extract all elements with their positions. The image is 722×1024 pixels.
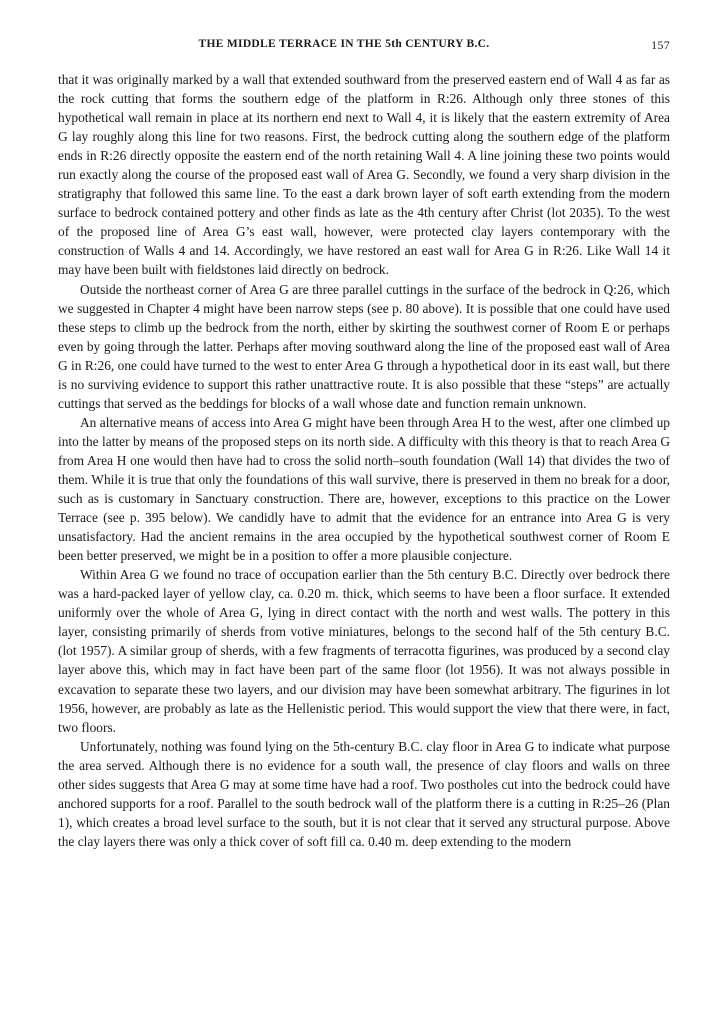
paragraph-2: Outside the northeast corner of Area G are three parallel cuttings in the surface of the bedrock in Q:26, which we suggested in Chapter 4 might have been narrow steps (see p. 80 above). It is possible that one could have used these steps to climb up the bedrock from the north, either by skirting the southwest corner of Room E or perhaps even by going through the latter. Perhaps after moving southward along the line of the proposed east wall of Area G in R:26, one could have turned to the west to enter Area G through a hypothetical door in its east wall, but there is no surviving evidence to support this rather unattractive route. It is also possible that these “steps” are actually cuttings that served as the beddings for blocks of a wall whose date and function remain unknown.: [58, 281, 670, 411]
body-text: [58, 70, 670, 851]
paragraph-5: Unfortunately, nothing was found lying on the 5th-century B.C. clay floor in Area G to indicate what purpose the area served. Although there is no evidence for a south wall, the presence of clay floors and walls on three other sides suggests that Area G may at some time have had a roof. Two postholes cut into the bedrock could have anchored supports for a roof. Parallel to the south bedrock wall of the platform there is a cutting in R:25–26 (Plan 1), which creates a broad level surface to the south, but it is not clear that it served any structural purpose. Above the clay layers there was only a thick cover of soft fill ca. 0.40 m. deep extending to the modern: [58, 738, 670, 849]
page-number: 157: [651, 38, 670, 52]
running-title: THE MIDDLE TERRACE IN THE 5th CENTURY B.C.: [198, 38, 490, 50]
paragraph-4: Within Area G we found no trace of occupation earlier than the 5th century B.C. Directly over bedrock there was a hard-packed layer of yellow clay, ca. 0.20 m. thick, which seems to have been a floor surface. It extended uniformly over the whole of Area G, lying in direct contact with the north and west walls. The pottery in this layer, consisting primarily of sherds from votive miniatures, belongs to the second half of the 5th century B.C. (lot 1957). A similar group of sherds, with a few fragments of terracotta figurines, was produced by a second clay layer above this, which may in fact have been part of the same floor (lot 1956). It was not always possible in excavation to separate these two layers, and our division may have been somewhat arbitrary. The figurines in lot 1956, however, are probably as late as the Hellenistic period. This would support the view that there were, in fact, two floors.: [58, 567, 670, 735]
running-header: [58, 38, 670, 60]
paragraph-3: An alternative means of access into Area G might have been through Area H to the west, after one climbed up into the latter by means of the proposed steps on its north side. A difficulty with this theory is that to reach Area G from Area H one would then have had to cross the solid north–south foundation (Wall 14) that divides the two of them. While it is true that only the foundations of this wall survive, there is preserved in them no break for a door, such as is customary in Sanctuary construction. There are, however, exceptions to this practice on the Lower Terrace (see p. 395 below). We candidly have to admit that the evidence for an entrance into Area G is very unsatisfactory. Had the ancient remains in the area occupied by the hypothetical southwest corner of Room E been better preserved, we might be in a position to offer a more plausible conjecture.: [58, 414, 670, 564]
paragraph-1: that it was originally marked by a wall that extended southward from the preserved eastern end of Wall 4 as far as the rock cutting that forms the southern edge of the platform in R:26. Although only three stones of this hypothetical wall remain in place at its northern end next to Wall 4, it is likely that the eastern extremity of Area G lay roughly along this line for two reasons. First, the bedrock cutting along the southern edge of the platform ends in R:26 directly opposite the eastern end of the north retaining Wall 4. A line joining these two points would run exactly along the course of the proposed east wall of Area G. Secondly, we found a very sharp division in the stratigraphy that followed this same line. To the east a dark brown layer of soft earth extending from the modern surface to bedrock contained pottery and other finds as late as the 4th century after Christ (lot 2035). To the west of the proposed line of Area G’s east wall, however, were protected clay layers contemporary with the construction of Walls 4 and 14. Accordingly, we have restored an east wall for Area G in R:26. Like Wall 14 it may have been built with fieldstones laid directly on bedrock.: [58, 72, 670, 278]
book-page: [58, 38, 670, 851]
